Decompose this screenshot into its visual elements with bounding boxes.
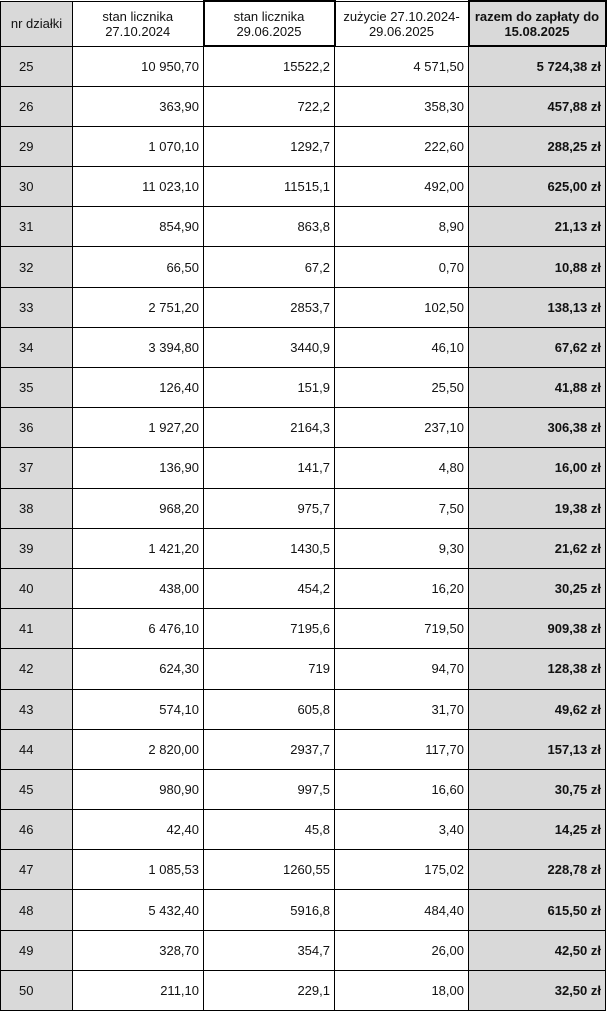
reading-2024-cell: 6 476,10 [73, 609, 204, 649]
total-due-cell: 625,00 zł [469, 167, 606, 207]
table-row [1, 488, 606, 528]
total-due-cell: 49,62 zł [469, 689, 606, 729]
table-row [1, 408, 606, 448]
table-row [1, 207, 606, 247]
usage-cell: 46,10 [335, 327, 469, 367]
plot-number-cell: 42 [1, 649, 73, 689]
total-due-cell: 14,25 zł [469, 810, 606, 850]
usage-cell: 26,00 [335, 930, 469, 970]
total-due-cell: 41,88 zł [469, 368, 606, 408]
plot-number-cell: 25 [1, 46, 73, 86]
reading-2025-cell: 354,7 [204, 930, 335, 970]
total-due-cell: 16,00 zł [469, 448, 606, 488]
total-due-cell: 128,38 zł [469, 649, 606, 689]
plot-number-cell: 30 [1, 167, 73, 207]
usage-cell: 25,50 [335, 368, 469, 408]
total-due-cell: 10,88 zł [469, 247, 606, 287]
reading-2025-cell: 1430,5 [204, 528, 335, 568]
reading-2024-cell: 574,10 [73, 689, 204, 729]
usage-cell: 4,80 [335, 448, 469, 488]
plot-number-cell: 32 [1, 247, 73, 287]
total-due-cell: 67,62 zł [469, 327, 606, 367]
reading-2024-cell: 11 023,10 [73, 167, 204, 207]
reading-2024-cell: 2 820,00 [73, 729, 204, 769]
reading-2025-cell: 1292,7 [204, 126, 335, 166]
usage-cell: 117,70 [335, 729, 469, 769]
usage-cell: 222,60 [335, 126, 469, 166]
reading-2024-cell: 42,40 [73, 810, 204, 850]
reading-2025-cell: 722,2 [204, 86, 335, 126]
table-row [1, 568, 606, 608]
reading-2024-cell: 136,90 [73, 448, 204, 488]
usage-cell: 237,10 [335, 408, 469, 448]
usage-cell: 94,70 [335, 649, 469, 689]
reading-2025-cell: 2853,7 [204, 287, 335, 327]
table-row [1, 729, 606, 769]
reading-2025-cell: 5916,8 [204, 890, 335, 930]
plot-number-cell: 49 [1, 930, 73, 970]
plot-number-cell: 33 [1, 287, 73, 327]
total-due-cell: 288,25 zł [469, 126, 606, 166]
reading-2024-cell: 854,90 [73, 207, 204, 247]
table-row [1, 609, 606, 649]
reading-2024-cell: 980,90 [73, 769, 204, 809]
reading-2025-cell: 2937,7 [204, 729, 335, 769]
plot-number-cell: 34 [1, 327, 73, 367]
usage-cell: 16,60 [335, 769, 469, 809]
usage-cell: 492,00 [335, 167, 469, 207]
total-due-cell: 42,50 zł [469, 930, 606, 970]
plot-number-cell: 48 [1, 890, 73, 930]
plot-number-cell: 45 [1, 769, 73, 809]
table-row [1, 287, 606, 327]
reading-2025-cell: 141,7 [204, 448, 335, 488]
total-due-cell: 21,13 zł [469, 207, 606, 247]
total-due-cell: 615,50 zł [469, 890, 606, 930]
reading-2025-cell: 863,8 [204, 207, 335, 247]
reading-2025-cell: 2164,3 [204, 408, 335, 448]
reading-2025-cell: 15522,2 [204, 46, 335, 86]
plot-number-cell: 44 [1, 729, 73, 769]
reading-2025-cell: 229,1 [204, 970, 335, 1010]
plot-number-cell: 47 [1, 850, 73, 890]
usage-cell: 102,50 [335, 287, 469, 327]
plot-number-cell: 35 [1, 368, 73, 408]
reading-2025-cell: 997,5 [204, 769, 335, 809]
plot-number-cell: 40 [1, 568, 73, 608]
header-total-due: razem do zapłaty do 15.08.2025 [469, 1, 606, 46]
reading-2024-cell: 624,30 [73, 649, 204, 689]
reading-2024-cell: 968,20 [73, 488, 204, 528]
plot-number-cell: 37 [1, 448, 73, 488]
reading-2025-cell: 11515,1 [204, 167, 335, 207]
reading-2024-cell: 10 950,70 [73, 46, 204, 86]
reading-2024-cell: 5 432,40 [73, 890, 204, 930]
reading-2025-cell: 151,9 [204, 368, 335, 408]
table-row [1, 167, 606, 207]
plot-number-cell: 36 [1, 408, 73, 448]
header-usage: zużycie 27.10.2024- 29.06.2025 [335, 1, 469, 46]
table-row [1, 970, 606, 1010]
table-row [1, 810, 606, 850]
reading-2024-cell: 1 085,53 [73, 850, 204, 890]
reading-2025-cell: 67,2 [204, 247, 335, 287]
reading-2024-cell: 438,00 [73, 568, 204, 608]
table-row [1, 247, 606, 287]
usage-cell: 7,50 [335, 488, 469, 528]
table-header [1, 1, 606, 46]
plot-number-cell: 43 [1, 689, 73, 729]
total-due-cell: 30,25 zł [469, 568, 606, 608]
usage-cell: 3,40 [335, 810, 469, 850]
table-row [1, 649, 606, 689]
table-row [1, 689, 606, 729]
usage-cell: 9,30 [335, 528, 469, 568]
usage-cell: 484,40 [335, 890, 469, 930]
reading-2024-cell: 328,70 [73, 930, 204, 970]
total-due-cell: 157,13 zł [469, 729, 606, 769]
usage-cell: 0,70 [335, 247, 469, 287]
table-row [1, 327, 606, 367]
total-due-cell: 909,38 zł [469, 609, 606, 649]
header-row [1, 1, 606, 46]
reading-2025-cell: 45,8 [204, 810, 335, 850]
reading-2025-cell: 1260,55 [204, 850, 335, 890]
table-row [1, 448, 606, 488]
reading-2025-cell: 975,7 [204, 488, 335, 528]
plot-number-cell: 26 [1, 86, 73, 126]
plot-number-cell: 41 [1, 609, 73, 649]
plot-number-cell: 46 [1, 810, 73, 850]
header-reading-2025: stan licznika 29.06.2025 [204, 1, 335, 46]
plot-number-cell: 38 [1, 488, 73, 528]
table-row [1, 930, 606, 970]
usage-cell: 175,02 [335, 850, 469, 890]
plot-number-cell: 31 [1, 207, 73, 247]
table-row [1, 528, 606, 568]
reading-2025-cell: 454,2 [204, 568, 335, 608]
table-row [1, 368, 606, 408]
total-due-cell: 457,88 zł [469, 86, 606, 126]
header-plot-number: nr działki [1, 1, 73, 46]
reading-2025-cell: 605,8 [204, 689, 335, 729]
plot-number-cell: 50 [1, 970, 73, 1010]
reading-2024-cell: 1 070,10 [73, 126, 204, 166]
reading-2024-cell: 126,40 [73, 368, 204, 408]
total-due-cell: 32,50 zł [469, 970, 606, 1010]
total-due-cell: 30,75 zł [469, 769, 606, 809]
usage-cell: 18,00 [335, 970, 469, 1010]
reading-2024-cell: 1 927,20 [73, 408, 204, 448]
table-body [1, 46, 606, 1011]
total-due-cell: 306,38 zł [469, 408, 606, 448]
total-due-cell: 228,78 zł [469, 850, 606, 890]
reading-2024-cell: 66,50 [73, 247, 204, 287]
reading-2024-cell: 363,90 [73, 86, 204, 126]
usage-cell: 4 571,50 [335, 46, 469, 86]
table-row [1, 86, 606, 126]
total-due-cell: 21,62 zł [469, 528, 606, 568]
reading-2024-cell: 211,10 [73, 970, 204, 1010]
reading-2024-cell: 2 751,20 [73, 287, 204, 327]
table-row [1, 46, 606, 86]
usage-cell: 31,70 [335, 689, 469, 729]
reading-2025-cell: 3440,9 [204, 327, 335, 367]
plot-number-cell: 29 [1, 126, 73, 166]
usage-cell: 8,90 [335, 207, 469, 247]
usage-cell: 719,50 [335, 609, 469, 649]
reading-2025-cell: 719 [204, 649, 335, 689]
usage-cell: 358,30 [335, 86, 469, 126]
reading-2024-cell: 3 394,80 [73, 327, 204, 367]
total-due-cell: 19,38 zł [469, 488, 606, 528]
table-row [1, 769, 606, 809]
table-row [1, 126, 606, 166]
plot-number-cell: 39 [1, 528, 73, 568]
total-due-cell: 138,13 zł [469, 287, 606, 327]
table-row [1, 890, 606, 930]
reading-2025-cell: 7195,6 [204, 609, 335, 649]
total-due-cell: 5 724,38 zł [469, 46, 606, 86]
reading-2024-cell: 1 421,20 [73, 528, 204, 568]
header-reading-2024: stan licznika 27.10.2024 [73, 1, 204, 46]
table-row [1, 850, 606, 890]
usage-cell: 16,20 [335, 568, 469, 608]
